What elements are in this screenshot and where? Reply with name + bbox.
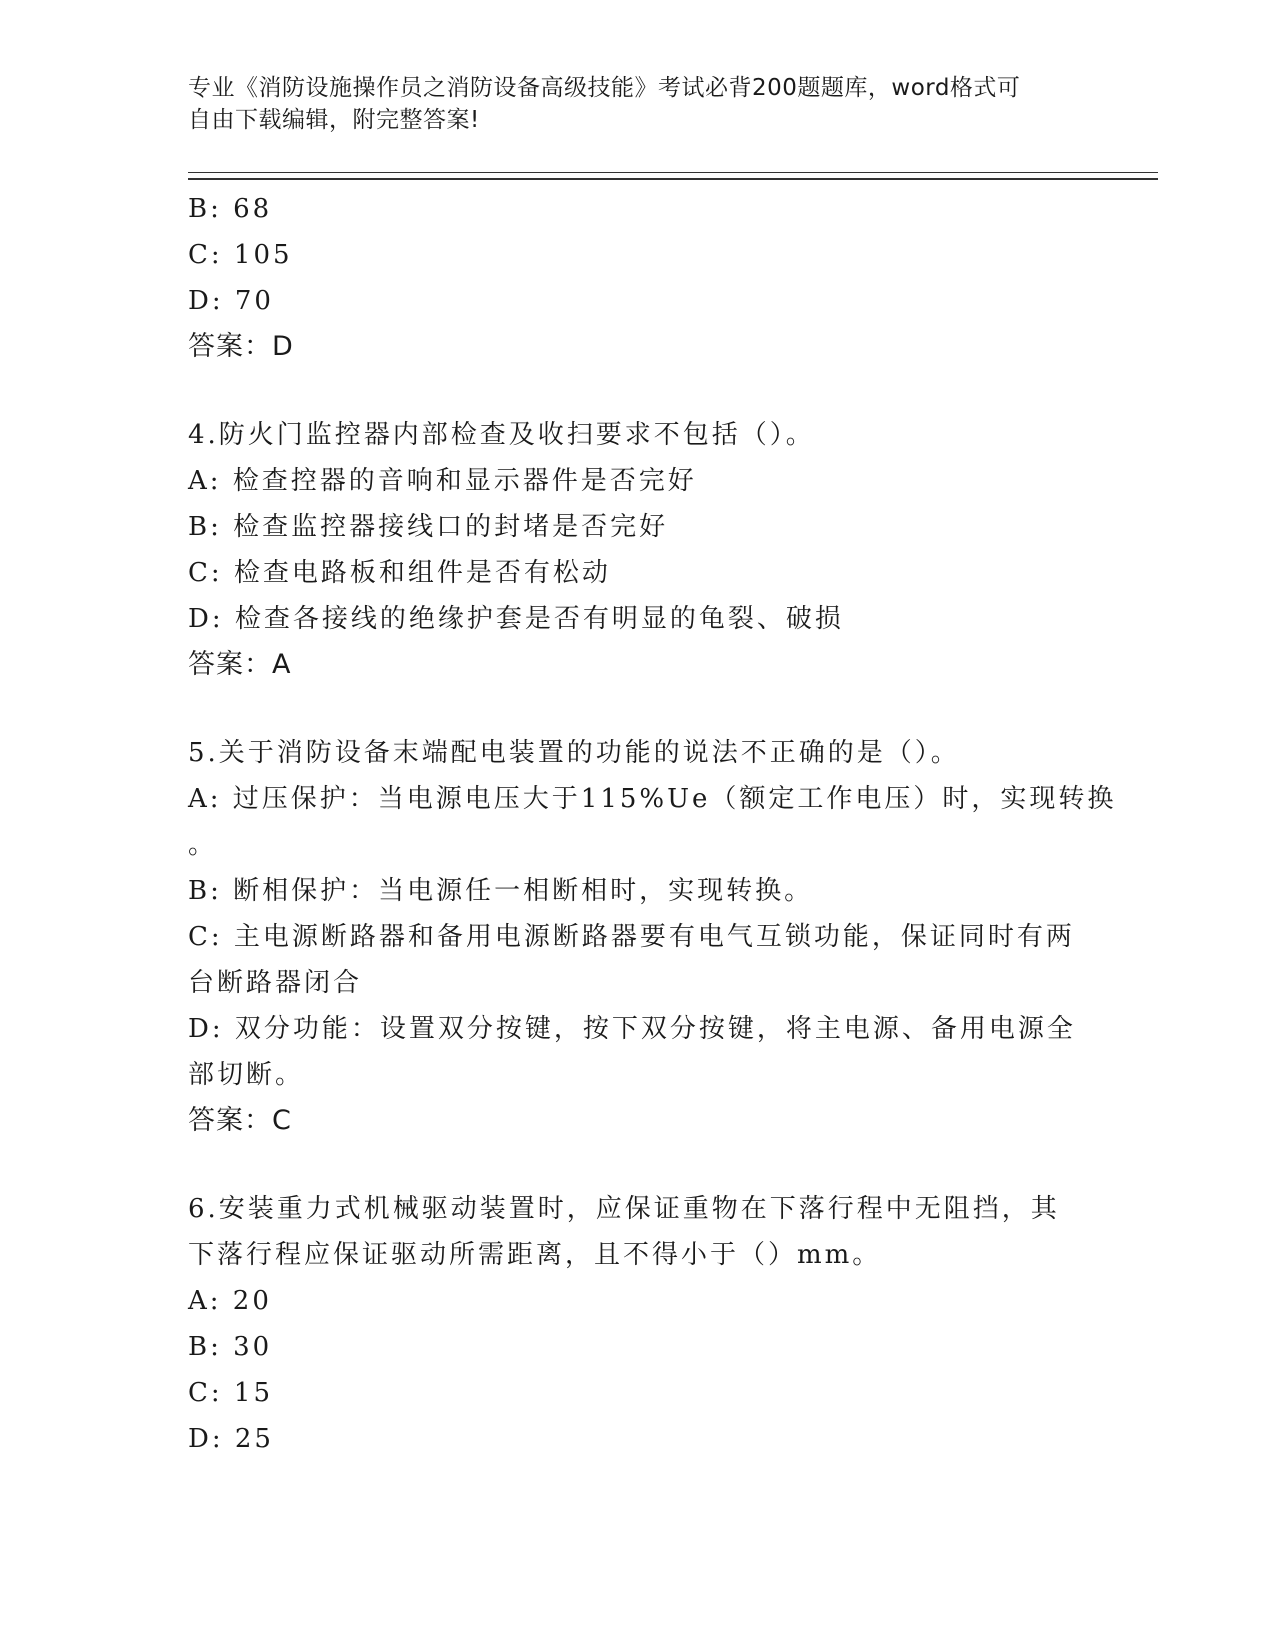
- option-d: D: 双分功能：设置双分按键，按下双分按键，将主电源、备用电源全: [188, 1014, 1076, 1044]
- answer-line: 答案：A: [188, 649, 292, 680]
- document-header: [188, 72, 1068, 136]
- spacer: [188, 688, 1158, 730]
- header-line-2: 自由下载编辑，附完整答案!: [188, 107, 480, 133]
- spacer: [188, 1144, 1158, 1186]
- header-line-1: 专业《消防设施操作员之消防设备高级技能》考试必背200题题库，word格式可: [188, 75, 1021, 101]
- option-b: B: 30: [188, 1332, 273, 1362]
- question-text-line-2: 下落行程应保证驱动所需距离，且不得小于（）mm。: [188, 1240, 882, 1270]
- option-d: D: 70: [188, 286, 274, 316]
- question-6: [188, 1186, 1088, 1462]
- question-text: 4.防火门监控器内部检查及收扫要求不包括（）。: [188, 420, 815, 450]
- option-a: A: 20: [188, 1286, 272, 1316]
- option-b: B: 68: [188, 194, 273, 224]
- option-a: A: 检查控器的音响和显示器件是否完好: [188, 466, 697, 496]
- option-d-continuation: 部切断。: [188, 1060, 305, 1090]
- option-d: D: 检查各接线的绝缘护套是否有明显的龟裂、破损: [188, 604, 844, 634]
- option-c: C: 105: [188, 240, 293, 270]
- option-b: B: 断相保护：当电源任一相断相时，实现转换。: [188, 876, 814, 906]
- question-5: [188, 730, 1117, 1144]
- answer-line: 答案：D: [188, 331, 294, 362]
- question-text: 5.关于消防设备末端配电装置的功能的说法不正确的是（）。: [188, 738, 960, 768]
- option-c: C: 主电源断路器和备用电源断路器要有电气互锁功能，保证同时有两: [188, 922, 1075, 952]
- option-d: D: 25: [188, 1424, 274, 1454]
- option-a: A: 过压保护：当电源电压大于115%Ue（额定工作电压）时，实现转换: [188, 784, 1117, 814]
- question-text-line-1: 6.安装重力式机械驱动装置时，应保证重物在下落行程中无阻挡，其: [188, 1194, 1060, 1224]
- document-page: [188, 72, 1158, 1462]
- spacer: [188, 370, 1158, 412]
- answer-line: 答案：C: [188, 1105, 292, 1136]
- option-c-continuation: 台断路器闭合: [188, 968, 363, 998]
- question-3-tail: [188, 186, 1088, 370]
- option-c: C: 检查电路板和组件是否有松动: [188, 558, 611, 588]
- option-c: C: 15: [188, 1378, 274, 1408]
- question-4: [188, 412, 1088, 688]
- header-divider: [188, 172, 1158, 180]
- option-a-continuation: 。: [188, 830, 218, 860]
- option-b: B: 检查监控器接线口的封堵是否完好: [188, 512, 669, 542]
